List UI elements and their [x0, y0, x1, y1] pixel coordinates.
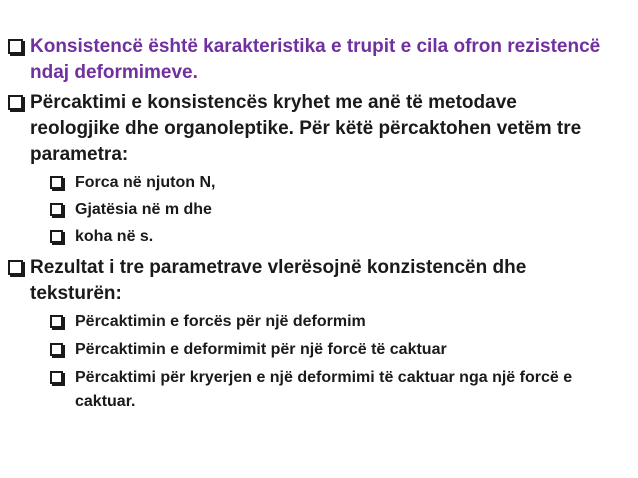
sub-bullet-deformation-by-force: [50, 366, 620, 414]
sub-bullet-text: Gjatësia në m dhe: [75, 201, 212, 218]
sub-bullet-force-determination: [50, 310, 620, 334]
bullet-text: Konsistencë është karakteristika e trupit e cila ofron rezistencë ndaj deformimeve.: [30, 36, 601, 83]
bullet-text: Përcaktimi e konsistencës kryhet me anë të metodave reologjike dhe organoleptike. Për këtë përcaktohen vetëm tre parametra:: [30, 92, 582, 165]
sub-bullet-length: [50, 198, 620, 222]
bullet-text: Rezultat i tre parametrave vlerësojnë konzistencën dhe teksturën:: [30, 257, 527, 304]
bullet-consistency-determination: [8, 90, 608, 168]
checkbox-bullet-icon: [8, 260, 23, 275]
checkbox-bullet-icon: [50, 203, 63, 216]
bullet-consistency-definition: [8, 34, 608, 86]
sub-bullet-text: koha në s.: [75, 228, 154, 245]
checkbox-bullet-icon: [50, 343, 63, 356]
bullet-parameters-result: [8, 255, 608, 307]
checkbox-bullet-icon: [8, 95, 23, 110]
checkbox-bullet-icon: [50, 176, 63, 189]
sub-bullet-deformation-determination: [50, 338, 620, 362]
checkbox-bullet-icon: [50, 315, 63, 328]
sub-bullet-text: Përcaktimin e deformimit për një forcë të caktuar: [75, 341, 447, 358]
checkbox-bullet-icon: [8, 39, 23, 54]
checkbox-bullet-icon: [50, 371, 63, 384]
sub-bullet-text: Përcaktimin e forcës për një deformim: [75, 313, 366, 330]
sub-bullet-text: Forca në njuton N,: [75, 174, 216, 191]
sub-bullet-time: [50, 225, 620, 249]
checkbox-bullet-icon: [50, 230, 63, 243]
sub-bullet-text: Përcaktimi për kryerjen e një deformimi të caktuar nga një forcë e caktuar.: [75, 369, 573, 410]
sub-bullet-force: [50, 171, 620, 195]
